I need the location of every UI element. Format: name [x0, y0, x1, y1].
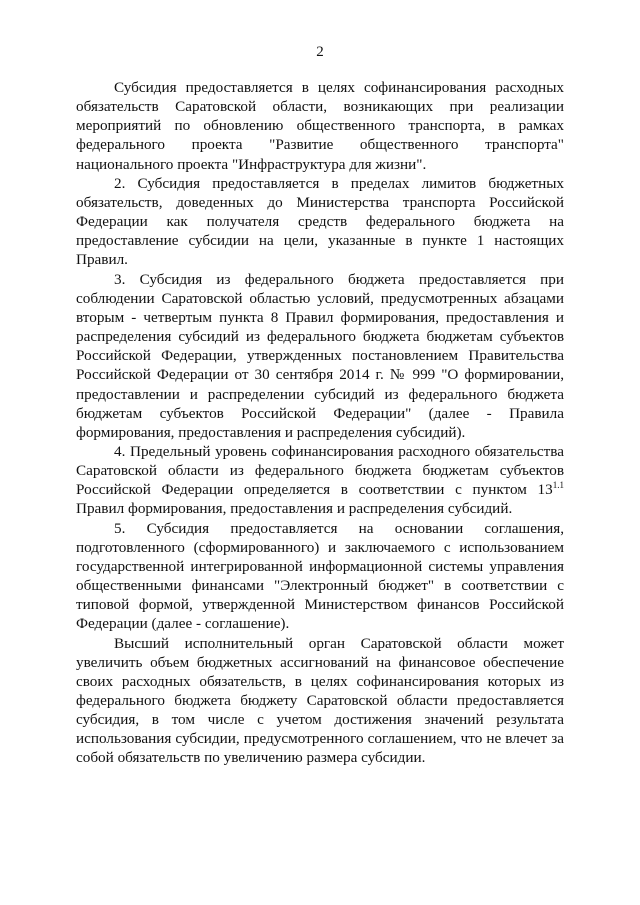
paragraph-2-budget-limits: 2. Субсидия предоставляется в пределах лимитов бюджетных обязательств, доведенных до Министерства транспорта Российской Федерации как получателя средств федерального бюджета на предоставление субсидии на цели, указанные в пункте 1 настоящих Правил. — [76, 174, 564, 269]
paragraph-4-text-before: 4. Предельный уровень софинансирования расходного обязательства Саратовской области из федерального бюджета бюджетам субъектов Российской Федерации определяется в соответствии с пунктом 13 — [76, 442, 564, 499]
paragraph-4-superscript: 1.1 — [552, 480, 564, 491]
paragraph-executive-authority: Высший исполнительный орган Саратовской области может увеличить объем бюджетных ассигнований на финансовое обеспечение своих расходных обязательств, в целях софинансирования которых из федерального бюджета бюджету Саратовской области предоставляется субсидия, в том числе с учетом достижения значений результата использования субсидии, предусмотренного соглашением, что не влечет за собой обязательств по увеличению размера субсидии. — [76, 634, 564, 767]
paragraph-subsidy-purpose: Субсидия предоставляется в целях софинансирования расходных обязательств Саратовской области, возникающих при реализации мероприятий по обновлению общественного транспорта, в рамках федерального проекта "Развитие общественного транспорта" национального проекта "Инфраструктура для жизни". — [76, 79, 564, 173]
paragraph-4-cofinancing-level — [76, 442, 564, 519]
page-number: 2 — [316, 44, 324, 60]
document-body — [76, 78, 564, 768]
paragraph-5-agreement: 5. Субсидия предоставляется на основании соглашения, подготовленного (сформированного) и заключаемого с использованием государственной интегрированной информационной системы управления общественными финансами "Электронный бюджет" в соответствии с типовой формой, утвержденной Министерством финансов Российской Федерации (далее - соглашение). — [76, 519, 564, 633]
paragraph-4-text-after: Правил формирования, предоставления и распределения субсидий. — [76, 500, 513, 518]
paragraph-3-conditions: 3. Субсидия из федерального бюджета предоставляется при соблюдении Саратовской областью условий, предусмотренных абзацами вторым - четвертым пункта 8 Правил формирования, предоставления и распределения субсидий из федерального бюджета бюджетам субъектов Российской Федерации, утвержденных постановлением Правительства Российской Федерации от 30 сентября 2014 г. № 999 "О формировании, предоставлении и распределении субсидий из федерального бюджета бюджетам субъектов Российской Федерации" (далее - Правила формирования, предоставления и распределения субсидий). — [76, 270, 564, 441]
